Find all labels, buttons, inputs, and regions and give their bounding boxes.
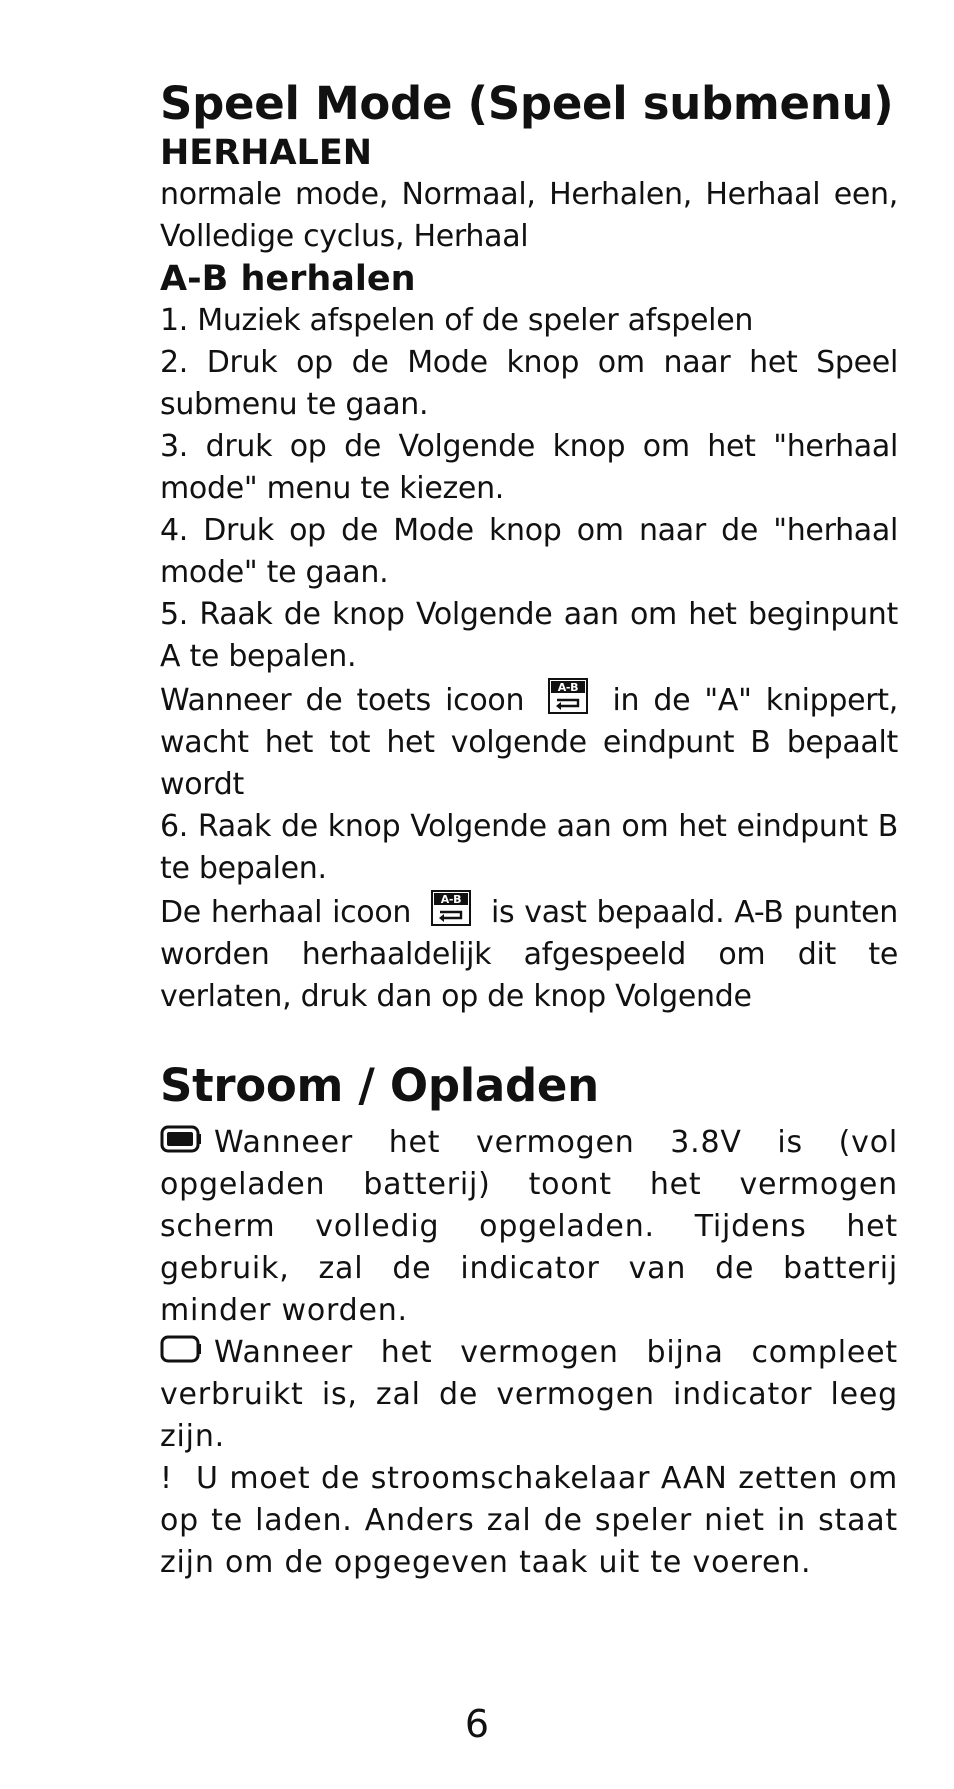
subheading-ab-herhalen: A-B herhalen — [160, 259, 416, 299]
battery-full-icon — [160, 1124, 202, 1154]
document-page — [160, 76, 898, 1584]
herhalen-text: normale mode, Normaal, Herhalen, Herhaal een, Volledige cyclus, Herhaal — [160, 177, 898, 254]
note-ab-fixed — [160, 890, 898, 1018]
subheading-herhalen: HERHALEN — [160, 133, 373, 173]
step-4: 4. Druk op de Mode knop om naar de "herhaal mode" te gaan. — [160, 513, 898, 590]
step-6: 6. Raak de knop Volgende aan om het eindpunt B te bepalen. — [160, 809, 898, 886]
ab-repeat-icon — [548, 678, 588, 714]
warning-paragraph — [160, 1458, 898, 1584]
battery-empty-icon — [160, 1334, 202, 1364]
battery-full-paragraph — [160, 1122, 898, 1332]
battery-full-text: Wanneer het vermogen 3.8V is (vol opgeladen batterij) toont het vermogen scherm volledig opgeladen. Tijdens het gebruik, zal de indicator van de batterij minder worden. — [160, 1125, 898, 1328]
warning-text: U moet de stroomschakelaar AAN zetten om op te laden. Anders zal de speler niet in staat zijn om de opgegeven taak uit te voeren. — [160, 1461, 898, 1580]
note-ab-blink-before: Wanneer de toets icoon — [160, 683, 525, 718]
note-ab-fixed-after: is vast bepaald. A-B punten worden herhaaldelijk afgespeeld om dit te verlaten, druk dan op de knop Volgende — [160, 895, 898, 1014]
note-ab-fixed-before: De herhaal icoon — [160, 895, 412, 930]
step-1: 1. Muziek afspelen of de speler afspelen — [160, 303, 754, 338]
step-5: 5. Raak de knop Volgende aan om het beginpunt A te bepalen. — [160, 597, 898, 674]
section-title-speel-mode: Speel Mode (Speel submenu) — [160, 77, 894, 130]
svg-text:A-B: A-B — [558, 681, 579, 694]
warning-mark: ! — [160, 1461, 173, 1496]
note-ab-blink-after: in de "A" knippert, wacht het tot het volgende eindpunt B bepaalt wordt — [160, 683, 898, 802]
section-title-stroom: Stroom / Opladen — [160, 1059, 599, 1112]
step-3: 3. druk op de Volgende knop om het "herhaal mode" menu te kiezen. — [160, 429, 898, 506]
page-number: 6 — [464, 1702, 490, 1746]
svg-text:A-B: A-B — [440, 893, 462, 906]
battery-empty-paragraph — [160, 1332, 898, 1458]
step-2: 2. Druk op de Mode knop om naar het Speel submenu te gaan. — [160, 345, 898, 422]
section-stroom — [160, 1058, 898, 1584]
ab-repeat-icon — [431, 890, 471, 926]
battery-empty-text: Wanneer het vermogen bijna compleet verbruikt is, zal de vermogen indicator leeg zijn. — [160, 1335, 898, 1454]
section-spacer — [160, 1018, 898, 1058]
note-ab-blink — [160, 678, 898, 806]
stroom-body — [160, 1122, 898, 1584]
